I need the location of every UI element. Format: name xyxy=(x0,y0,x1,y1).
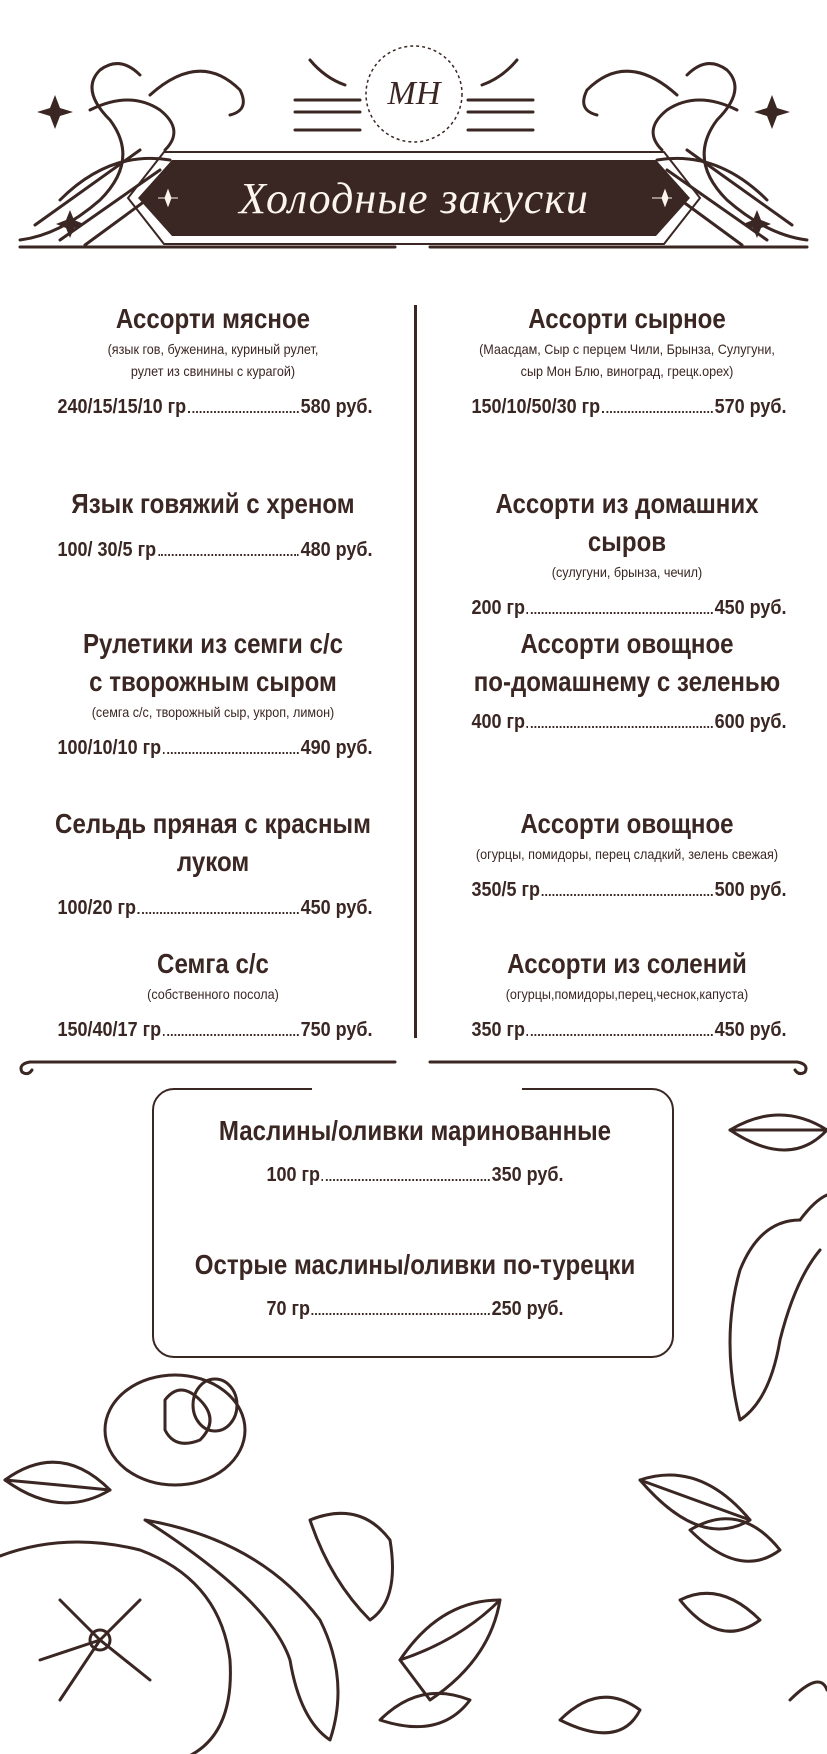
dot-leader xyxy=(602,397,713,413)
price-line xyxy=(58,897,373,920)
menu-item-name: Ассорти из домашних сыров xyxy=(495,488,759,557)
menu-item-description: (собственного посола) xyxy=(147,986,279,1002)
column-divider xyxy=(414,305,417,1038)
title-banner xyxy=(138,160,690,236)
price: 580 руб. xyxy=(300,396,373,418)
dot-leader xyxy=(188,397,299,413)
price-line xyxy=(58,539,373,562)
menu-item xyxy=(442,485,812,620)
menu-item-description: (язык гов, буженина, куриный рулет, xyxy=(107,341,319,357)
menu-item xyxy=(28,805,398,920)
menu-item-description: (огурцы,помидоры,перец,чеснок,капуста) xyxy=(505,986,749,1002)
price-line xyxy=(58,737,373,760)
portion: 240/15/15/10 гр xyxy=(57,396,187,418)
price-line xyxy=(472,597,787,620)
dot-leader xyxy=(542,880,713,896)
price: 450 руб. xyxy=(300,897,373,919)
portion: 200 гр xyxy=(471,597,526,619)
box-top-gap xyxy=(312,1086,522,1092)
menu-item-name: Семга с/с xyxy=(157,948,269,979)
price-line xyxy=(472,1019,787,1042)
dot-leader xyxy=(138,898,299,914)
menu-item-name: Ассорти сырное xyxy=(528,303,726,334)
menu-item xyxy=(28,945,398,1042)
menu-item xyxy=(28,300,398,419)
menu-item xyxy=(442,625,812,734)
price-line xyxy=(267,1164,564,1187)
dot-leader xyxy=(527,1020,713,1036)
dot-leader xyxy=(527,712,713,728)
olives-box xyxy=(152,1088,674,1358)
menu-item xyxy=(442,805,812,902)
price-line xyxy=(58,1019,373,1042)
price: 600 руб. xyxy=(714,711,787,733)
price-line xyxy=(472,711,787,734)
box-item-name: Маслины/оливки маринованные xyxy=(218,1115,612,1146)
portion: 350 гр xyxy=(471,1019,526,1041)
menu-item-name: Сельдь пряная с красным луком xyxy=(55,808,371,877)
price: 500 руб. xyxy=(714,879,787,901)
price-line xyxy=(472,396,787,419)
dot-leader xyxy=(312,1299,490,1315)
dot-leader xyxy=(322,1165,490,1181)
menu-item xyxy=(442,945,812,1042)
price: 450 руб. xyxy=(714,1019,787,1041)
dot-leader xyxy=(163,1020,299,1036)
price: 450 руб. xyxy=(714,597,787,619)
menu-item-description: (Маасдам, Сыр с перцем Чили, Брынза, Сулугуни, xyxy=(479,341,775,357)
price-line xyxy=(58,396,373,419)
box-item xyxy=(154,1246,676,1321)
portion: 100/10/10 гр xyxy=(57,737,162,759)
price: 250 руб. xyxy=(491,1298,564,1320)
menu-item xyxy=(442,300,812,419)
price: 750 руб. xyxy=(300,1019,373,1041)
portion: 100/ 30/5 гр xyxy=(57,539,157,561)
menu-item-name: Язык говяжий с хреном xyxy=(71,488,355,519)
section-separator xyxy=(0,1052,827,1082)
portion: 400 гр xyxy=(471,711,526,733)
box-item xyxy=(154,1112,676,1187)
menu-item-name: Ассорти овощное xyxy=(520,808,734,839)
portion: 350/5 гр xyxy=(471,879,541,901)
price: 350 руб. xyxy=(491,1164,564,1186)
menu-item-name: по-домашнему с зеленью xyxy=(473,666,781,697)
price-line xyxy=(472,879,787,902)
portion: 100/20 гр xyxy=(57,897,137,919)
price: 480 руб. xyxy=(300,539,373,561)
dot-leader xyxy=(158,540,299,556)
price: 490 руб. xyxy=(300,737,373,759)
menu-item-description: (семга с/с, творожный сыр, укроп, лимон) xyxy=(91,704,335,720)
menu-item-name: Рулетики из семги с/с xyxy=(82,628,344,659)
dot-leader xyxy=(527,598,713,614)
logo-initials: МН xyxy=(387,75,441,112)
portion: 150/10/50/30 гр xyxy=(471,396,601,418)
menu-item-name: с творожным сыром xyxy=(89,666,337,697)
page-title: Холодные закуски xyxy=(239,173,589,223)
menu-item-description: (сулугуни, брынза, чечил) xyxy=(551,564,703,580)
restaurant-logo xyxy=(364,44,464,144)
box-item-name: Острые маслины/оливки по-турецки xyxy=(194,1249,636,1280)
menu-item-name: Ассорти овощное xyxy=(520,628,734,659)
price: 570 руб. xyxy=(714,396,787,418)
price-line xyxy=(267,1298,564,1321)
portion: 100 гр xyxy=(266,1164,321,1186)
menu-item xyxy=(28,485,398,562)
portion: 150/40/17 гр xyxy=(57,1019,162,1041)
menu-item-name: Ассорти мясное xyxy=(115,303,311,334)
menu-item xyxy=(28,625,398,760)
menu-item-name: Ассорти из солений xyxy=(507,948,747,979)
menu-item-description: (огурцы, помидоры, перец сладкий, зелень свежая) xyxy=(475,846,779,862)
menu-item-description: рулет из свинины с курагой) xyxy=(130,363,296,379)
menu-item-description: сыр Мон Блю, виноград, грецк.орех) xyxy=(520,363,734,379)
portion: 70 гр xyxy=(266,1298,311,1320)
dot-leader xyxy=(163,738,299,754)
